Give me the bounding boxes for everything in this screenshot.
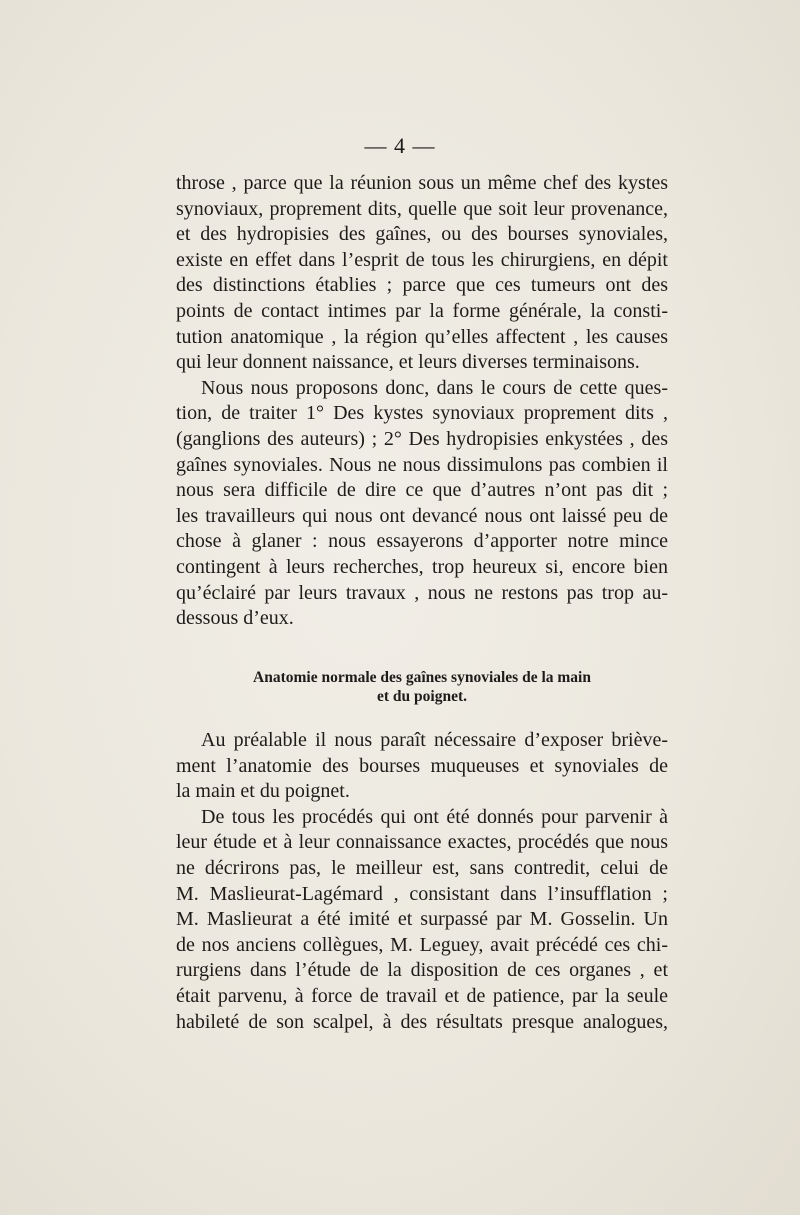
paragraph-line: les travailleurs qui nous ont devancé nous ont laissé peu de bbox=[176, 504, 668, 527]
paragraph-line: des distinctions établies ; parce que ces tumeurs ont des bbox=[176, 274, 668, 297]
paragraph-line: throse , parce que la réunion sous un même chef des kystes bbox=[176, 172, 668, 194]
paragraph-line: rurgiens dans l’étude de la disposition de ces organes , et bbox=[176, 959, 668, 982]
section-heading-line-1: Anatomie normale des gaînes synoviales de la main bbox=[253, 669, 591, 686]
paragraph bbox=[176, 805, 668, 1035]
text-block-top bbox=[176, 171, 668, 632]
page-number: — 4 — bbox=[364, 133, 436, 158]
paragraph-line: (ganglions des auteurs) ; 2° Des hydropisies enkystées , des bbox=[176, 427, 668, 450]
paragraph-line: qu’éclairé par leurs travaux , nous ne restons pas trop au- bbox=[176, 581, 668, 604]
paragraph-line: dessous d’eux. bbox=[176, 607, 294, 630]
paragraph-line: la main et du poignet. bbox=[176, 780, 350, 803]
paragraph-line: Nous nous proposons donc, dans le cours de cette ques- bbox=[201, 376, 668, 399]
paragraph-line: ment l’anatomie des bourses muqueuses et synoviales de bbox=[176, 754, 668, 777]
paragraph-line: qui leur donnent naissance, et leurs diverses terminaisons. bbox=[176, 351, 640, 374]
section-heading bbox=[176, 668, 668, 706]
paragraph-line: M. Maslieurat-Lagémard , consistant dans l’insufflation ; bbox=[176, 882, 668, 905]
paragraph-line: chose à glaner : nous essayerons d’apporter notre mince bbox=[176, 530, 668, 553]
text-block-bottom bbox=[176, 728, 668, 1035]
paragraph-line: gaînes synoviales. Nous ne nous dissimulons pas combien il bbox=[176, 453, 668, 476]
paragraph-line: habileté de son scalpel, à des résultats presque analogues, bbox=[176, 1010, 668, 1033]
paragraph-line: De tous les procédés qui ont été donnés pour parvenir à bbox=[201, 805, 668, 828]
paragraph-line: était parvenu, à force de travail et de patience, par la seule bbox=[176, 984, 668, 1007]
paragraph-line: tion, de traiter 1° Des kystes synoviaux proprement dits , bbox=[176, 402, 668, 425]
paragraph bbox=[176, 376, 668, 632]
paragraph-line: nous sera difficile de dire ce que d’autres n’ont pas dit ; bbox=[176, 479, 668, 502]
paragraph-line: points de contact intimes par la forme générale, la consti- bbox=[176, 299, 668, 322]
paragraph-line: contingent à leurs recherches, trop heureux si, encore bien bbox=[176, 555, 668, 578]
paragraph-line: de nos anciens collègues, M. Leguey, avait précédé ces chi- bbox=[176, 933, 668, 956]
section-heading-line-2: et du poignet. bbox=[377, 688, 467, 705]
paragraph-line: M. Maslieurat a été imité et surpassé par M. Gosselin. Un bbox=[176, 908, 668, 931]
paragraph-line: tution anatomique , la région qu’elles affectent , les causes bbox=[176, 325, 668, 348]
paragraph-line: et des hydropisies des gaînes, ou des bourses synoviales, bbox=[176, 223, 668, 246]
paragraph-line: Au préalable il nous paraît nécessaire d’exposer briève- bbox=[201, 729, 668, 751]
paragraph-line: leur étude et à leur connaissance exactes, procédés que nous bbox=[176, 831, 668, 854]
paragraph-line: existe en effet dans l’esprit de tous les chirurgiens, en dépit bbox=[176, 248, 668, 271]
paragraph-line: synoviaux, proprement dits, quelle que soit leur provenance, bbox=[176, 197, 668, 220]
paragraph bbox=[176, 728, 668, 805]
paragraph bbox=[176, 171, 668, 376]
paragraph-line: ne décrirons pas, le meilleur est, sans contredit, celui de bbox=[176, 856, 668, 879]
